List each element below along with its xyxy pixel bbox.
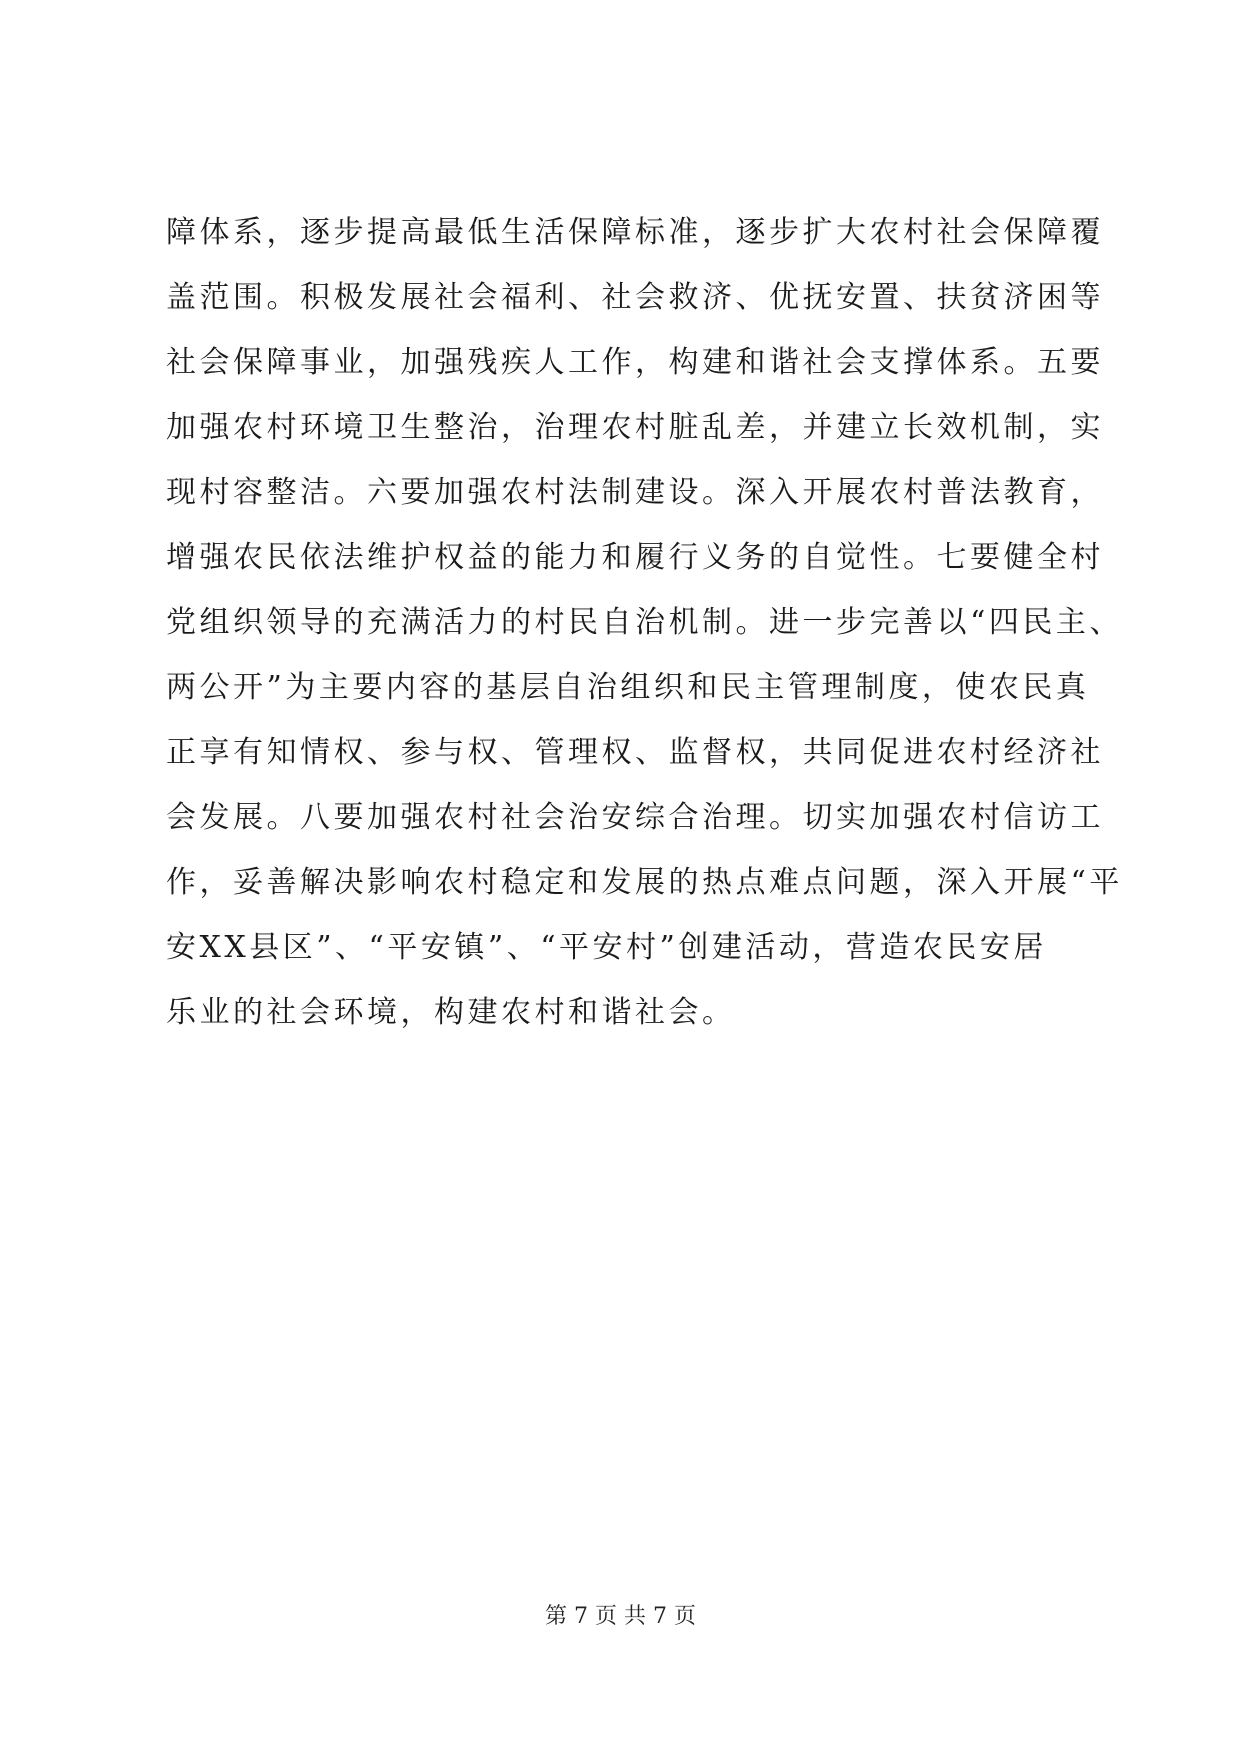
- text-line: 加强农村环境卫生整治，治理农村脏乱差，并建立长效机制，实: [166, 410, 1104, 445]
- text-line: 社会保障事业，加强残疾人工作，构建和谐社会支撑体系。五要: [166, 345, 1104, 380]
- text-line: 两公开”为主要内容的基层自治组织和民主管理制度，使农民真: [166, 670, 1090, 705]
- page-footer: 第 7 页 共 7 页: [545, 1604, 696, 1629]
- text-line: 增强农民依法维护权益的能力和履行义务的自觉性。七要健全村: [166, 540, 1104, 575]
- text-line: 正享有知情权、参与权、管理权、监督权，共同促进农村经济社: [166, 735, 1104, 770]
- text-line: 现村容整洁。六要加强农村法制建设。深入开展农村普法教育，: [166, 475, 1104, 510]
- text-line: 党组织领导的充满活力的村民自治机制。进一步完善以“四民主、: [166, 605, 1123, 640]
- text-line: 会发展。八要加强农村社会治安综合治理。切实加强农村信访工: [166, 800, 1104, 835]
- body-text: [166, 200, 1123, 1045]
- text-line: 乐业的社会环境，构建农村和谐社会。: [166, 995, 736, 1030]
- text-line: 作，妥善解决影响农村稳定和发展的热点难点问题，深入开展“平: [166, 865, 1123, 900]
- text-line: 安XX县区”、“平安镇”、“平安村”创建活动，营造农民安居: [166, 930, 1047, 965]
- text-line: 盖范围。积极发展社会福利、社会救济、优抚安置、扶贫济困等: [166, 280, 1104, 315]
- text-line: 障体系，逐步提高最低生活保障标准，逐步扩大农村社会保障覆: [166, 215, 1104, 250]
